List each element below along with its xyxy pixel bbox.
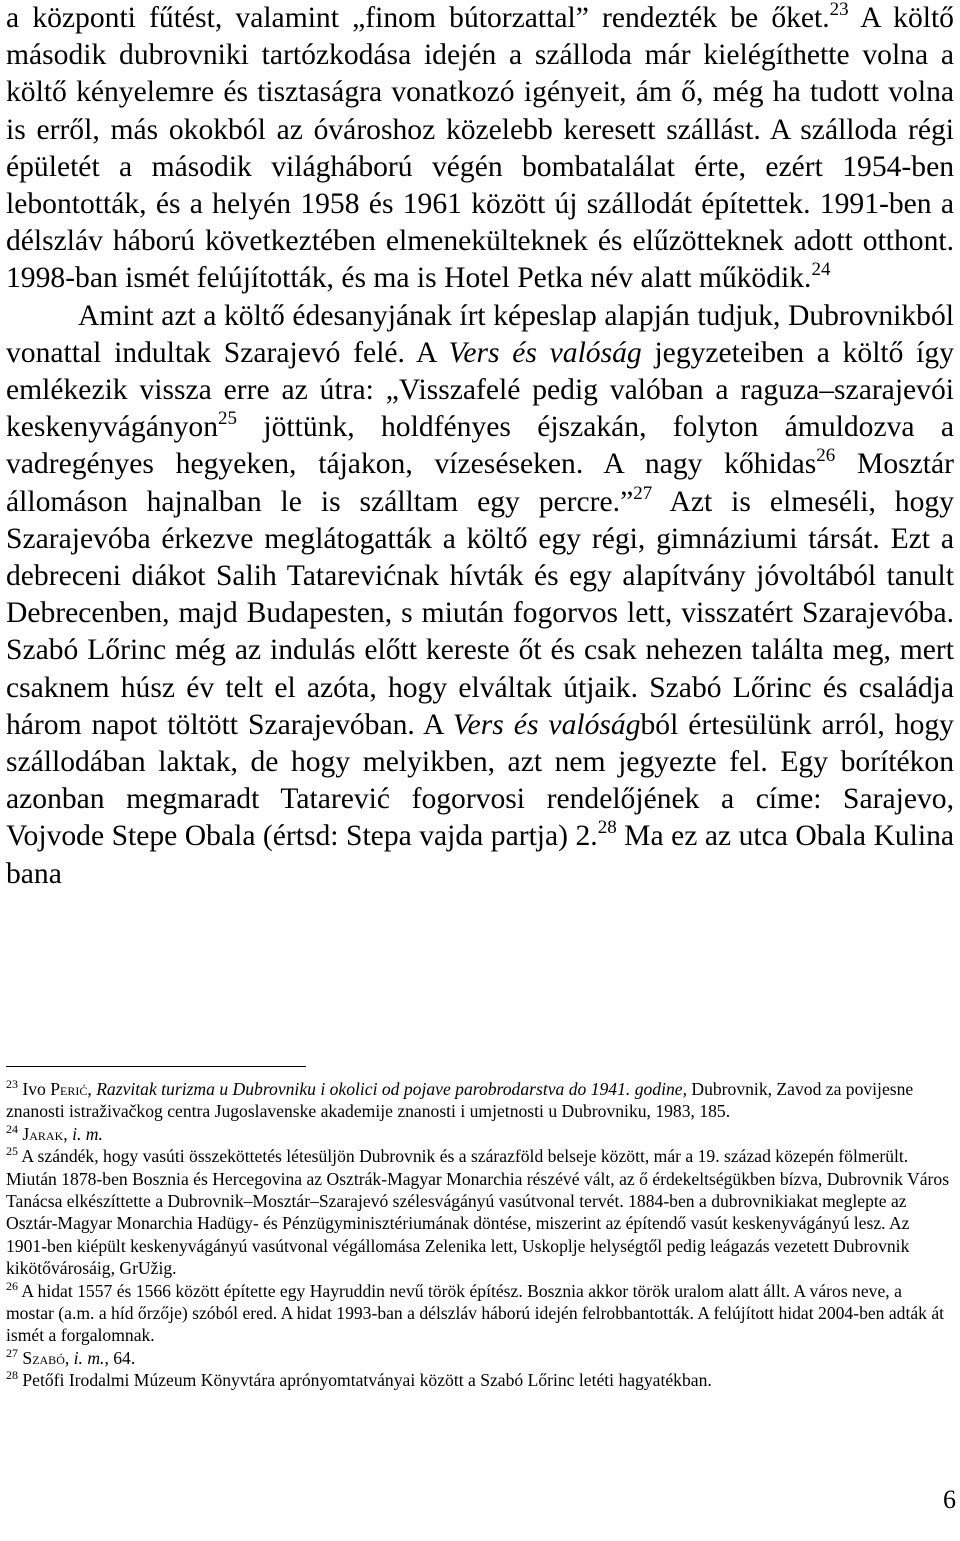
author: Jarak: [22, 1123, 64, 1144]
separator: ,: [63, 1123, 73, 1144]
book-title: Vers és valóság: [452, 708, 641, 741]
text-run: a központi fűtést, valamint „finom bútorzattal” rendezték be őket.: [6, 2, 830, 34]
footnote-ref-23[interactable]: 23: [829, 0, 849, 20]
separator: ,: [64, 1347, 74, 1368]
footnote-24: [6, 1123, 954, 1145]
paragraph-2: [6, 298, 954, 893]
footnote-text: Petőfi Irodalmi Múzeum Könyvtára aprónyomtatványai között a Szabó Lőrinc letéti hagyatékban.: [18, 1370, 712, 1391]
author: Szabó: [22, 1347, 65, 1368]
paragraph-1: [6, 0, 954, 298]
footnote-divider: [6, 1066, 306, 1067]
footnote-27: [6, 1347, 954, 1369]
cited-title: Razvitak turizma u Dubrovniku i okolici od pojave parobrodarstva do 1941. godine,: [96, 1079, 687, 1099]
footnote-ref-26[interactable]: 26: [816, 445, 836, 467]
text-run: Mosztár állomáson hajnalban le is szálltam egy percre.”: [6, 448, 954, 518]
book-title: Vers és valóság: [448, 336, 642, 369]
footnote-ref-24[interactable]: 24: [811, 259, 831, 281]
footnote-ref-28[interactable]: 28: [597, 817, 617, 839]
footnote-text: A hidat 1557 és 1566 között építette egy Hayruddin nevű török építész. Bosznia akkor török uralom alatt állt. A város neve, a mostar (a.m. a híd őrzője) szóból ered. A hidat 1993-ban a délszláv háború idején felrobbantották. A felújított hidat 2004-ben adták át ismét a forgalomnak.: [6, 1280, 945, 1346]
body-text: [6, 0, 954, 893]
text-run: Ma ez az utca Obala Kulina bana: [6, 820, 955, 890]
text-run: jöttünk, holdfényes éjszakán, folyton ámuldozva a vadregényes hegyeken, tájakon, vízeséseken. A nagy kőhidas: [6, 411, 954, 481]
document-page: [6, 0, 955, 1391]
footnote-number: 23: [6, 1077, 18, 1091]
footnote-number: 25: [6, 1144, 18, 1159]
text-run: Azt is elmeséli, hogy Szarajevóba érkezve meglátogatták a költő egy régi, gimnáziumi társát. Ezt a debreceni diákot Salih Tatarevićnak hívták és egy alapítvány jóvoltából tanult Debrecenben, majd Budapesten, s miután fogorvos lett, visszatért Szarajevóba. Szabó Lőrinc még az indulás előtt kereste őt és csak nehezen találta meg, mert csaknem húsz év telt el azóta, hogy elváltak útjaik. Szabó Lőrinc és családja három napot töltött Szarajevóban. A: [6, 485, 954, 741]
author: Ivo: [22, 1079, 51, 1099]
footnote-text: A szándék, hogy vasúti összeköttetés létesüljön Dubrovnik és a szárazföld belseje között, már a 19. század közepén fölmerült. Miután 1878-ben Bosznia és Hercegovina az Osztrák-Magyar Monarchia részévé vált, az ő érdekeltségükben bízva, Dubrovnik Város Tanácsa elkészíttette a Dubrovnik–Mosztár–Szarajevó szélesvágányú vasútvonal tervét. 1884-ben a dubrovnikiakat meglepte az Osztár-Magyar Monarchia Hadügy- és Pénzügyminisztériumának döntése, miszerint az építendő vasút keskenyvágányú lesz. Az 1901-ben kiépült keskenyvágányú vasútvonal végállomása Zelenika lett, Uskoplje helységtől pedig leágazás vezetett Dubrovnik kikötővárosáig, GrUžig.: [6, 1146, 950, 1279]
footnote-23: $^{23}$ Ivo Perić, Razvitak turizma u Dubrovniku i okolici od pojave parobrodarstva do 1941. godine, Dubrovnik, Zavod za povijesne znanosti istraživačkog centra Jugoslavenske akademije znanosti i umjetnosti u Dubrovniku, 1983, 185.: [6, 1077, 914, 1122]
ibid-ref: i. m.: [73, 1347, 105, 1368]
footnote-ref-25[interactable]: 25: [218, 408, 238, 430]
footnote-28: [6, 1369, 954, 1391]
footnote-text: Dubrovnik, Zavod za povijesne znanosti istraživačkog centra Jugoslavenske akademije znanosti i umjetnosti u Dubrovniku, 1983, 185.: [6, 1079, 914, 1122]
author: Perić: [50, 1079, 88, 1099]
page-number: 6: [943, 1485, 956, 1514]
footnote-25: [6, 1145, 954, 1279]
footnote-number: 28: [6, 1368, 18, 1383]
text-run: A költő második dubrovniki tartózkodása idején a szálloda már kielégíthette volna a költő kényelemre és tisztaságra vonatkozó igényeit, ám ő, még ha tudott volna is erről, más okokból az óvároshoz közelebb keresett szállást. A szálloda régi épületét a második világháború végén bombatalálat érte, ezért 1954-ben lebontották, és a helyén 1958 és 1961 között új szállodát építettek. 1991-ben a délszláv háború következtében elmenekülteknek és elűzötteknek adott otthont. 1998-ban ismét felújították, és ma is Hotel Petka név alatt működik.: [6, 2, 954, 295]
footnote-number: 24: [6, 1121, 18, 1136]
footnote-26: [6, 1280, 954, 1347]
text-run: Amint azt a költő édesanyjának írt képeslap alapján tudjuk, Dubrovnikból vonattal indultak Szarajevó felé. A: [6, 299, 954, 369]
text-run: jegyzeteiben a költő így emlékezik vissza erre az útra: „Visszafelé pedig valóban a raguza–szarajevói keskenyvágányon: [6, 336, 954, 444]
ibid-ref: i. m.: [72, 1123, 103, 1144]
footnotes: [6, 1078, 954, 1392]
page-ref: , 64.: [104, 1347, 136, 1368]
footnote-number: 26: [6, 1278, 18, 1293]
text-run: ból értesülünk arról, hogy szállodában laktak, de hogy melyikben, azt nem jegyezte fel. Egy borítékon azonban megmaradt Tatarević fogorvosi rendelőjének a címe: Sarajevo, Vojvode Stepe Obala (értsd: Stepa vajda partja) 2.: [6, 708, 954, 853]
footnote-ref-27[interactable]: 27: [633, 482, 653, 504]
footnote-number: 27: [6, 1345, 18, 1360]
